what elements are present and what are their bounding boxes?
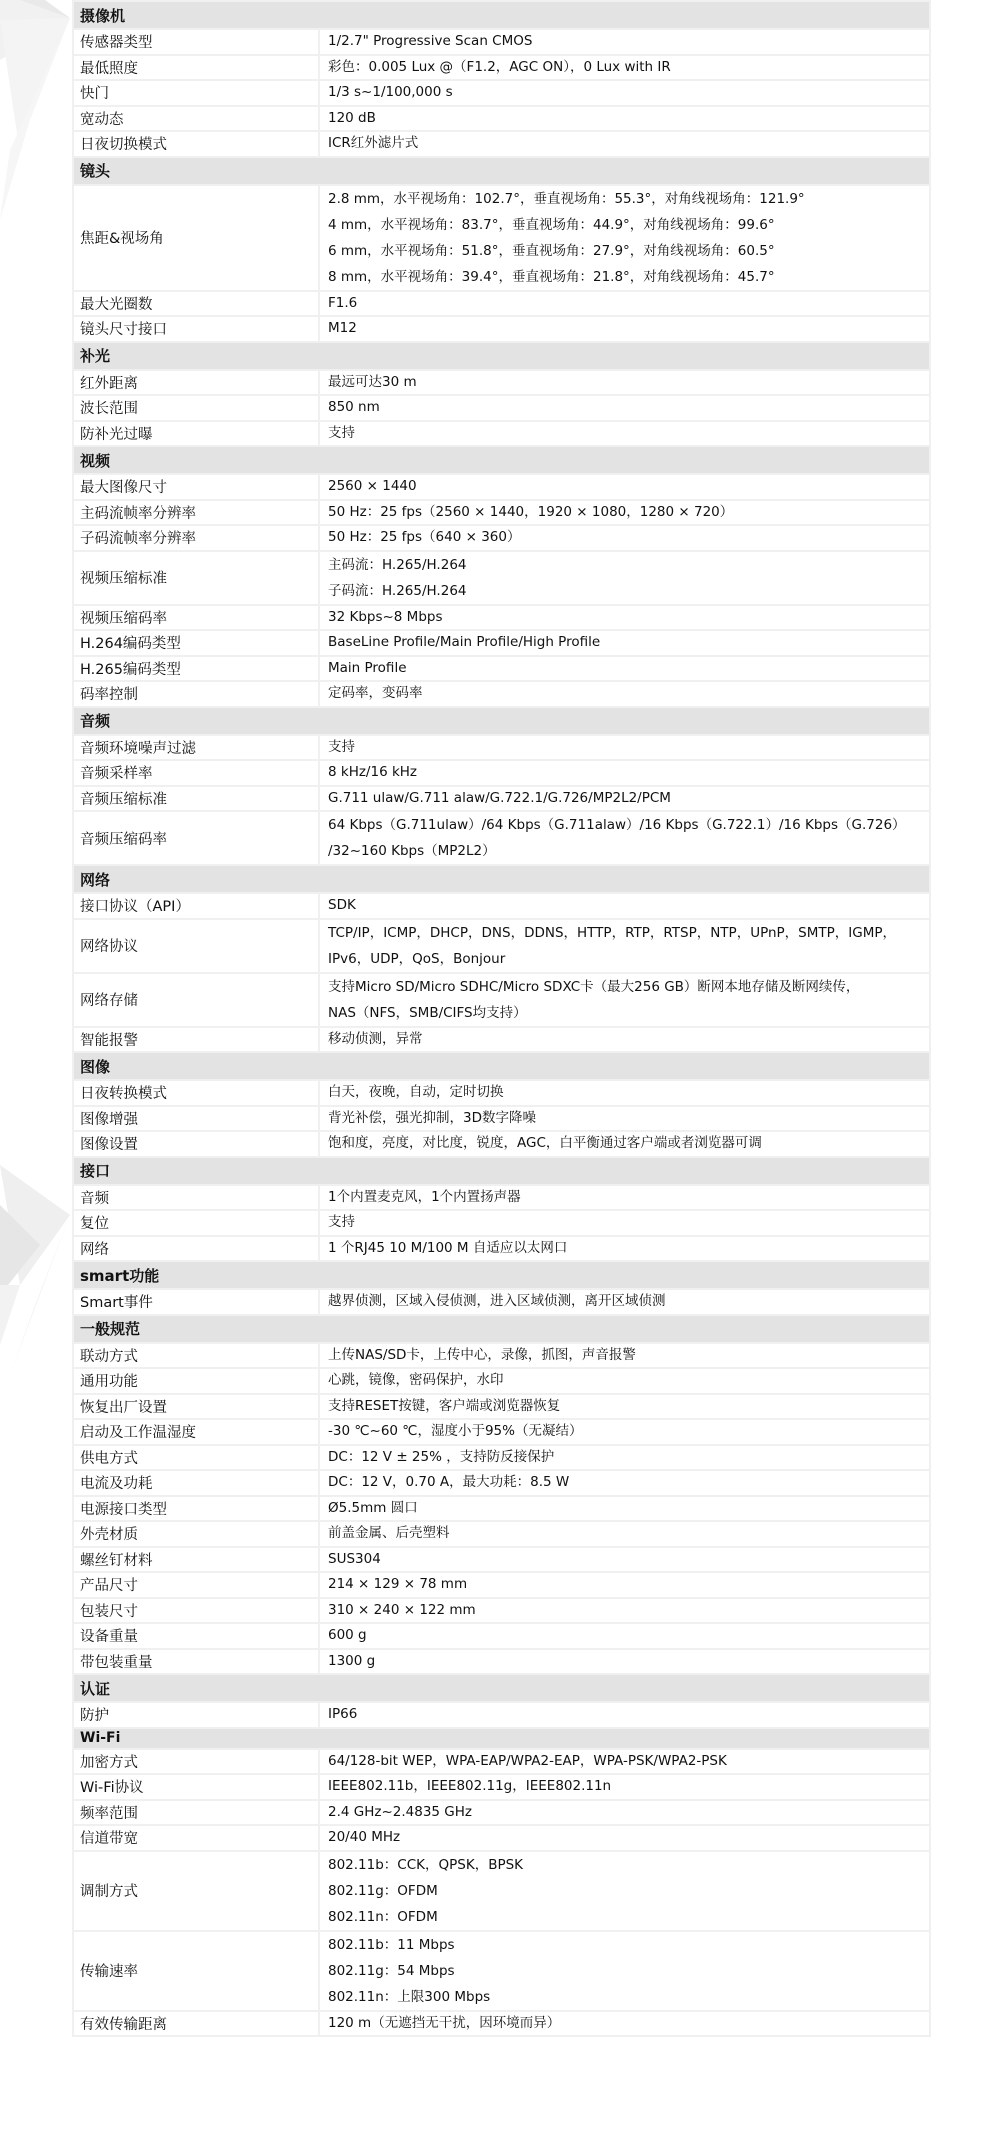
- section-header: [73, 1157, 930, 1185]
- table-row: [73, 1825, 930, 1851]
- spec-label: 信道带宽: [73, 1825, 319, 1851]
- table-row: [73, 1774, 930, 1800]
- table-row: [73, 1521, 930, 1547]
- spec-label: 音频采样率: [73, 760, 319, 786]
- table-row: [73, 1851, 930, 1931]
- spec-label: 网络协议: [73, 919, 319, 973]
- spec-value-line: 2.8 mm，水平视场角：102.7°，垂直视场角：55.3°，对角线视场角：121.9°: [328, 190, 805, 207]
- section-title: 图像: [73, 1052, 930, 1080]
- table-row: [73, 1185, 930, 1211]
- spec-label: 带包装重量: [73, 1649, 319, 1675]
- spec-value-line: 802.11g：54 Mbps: [328, 1962, 455, 1979]
- spec-value-line: 彩色：0.005 Lux @（F1.2，AGC ON），0 Lux with IR: [328, 58, 671, 75]
- spec-value-line: 20/40 MHz: [328, 1829, 401, 1846]
- spec-value-line: 1 个RJ45 10 M/100 M 自适应以太网口: [328, 1239, 568, 1256]
- spec-label: 供电方式: [73, 1445, 319, 1471]
- spec-value-line: 1/2.7" Progressive Scan CMOS: [328, 33, 533, 50]
- section-title: smart功能: [73, 1261, 930, 1289]
- spec-label: 最低照度: [73, 55, 319, 81]
- spec-value: [319, 185, 930, 291]
- spec-value: [319, 474, 930, 500]
- spec-value: [319, 1210, 930, 1236]
- table-row: [73, 1106, 930, 1132]
- spec-value: [319, 893, 930, 919]
- spec-value: [319, 2011, 930, 2037]
- spec-value-line: NAS（NFS，SMB/CIFS均支持）: [328, 1004, 527, 1021]
- spec-label: 防护: [73, 1702, 319, 1728]
- table-row: [73, 291, 930, 317]
- spec-label: 传输速率: [73, 1931, 319, 2011]
- spec-label: 图像设置: [73, 1131, 319, 1157]
- table-row: [73, 1749, 930, 1775]
- table-row: [73, 1419, 930, 1445]
- table-row: [73, 1572, 930, 1598]
- spec-label: 最大光圈数: [73, 291, 319, 317]
- spec-value-line: 支持: [328, 424, 355, 441]
- table-row: [73, 29, 930, 55]
- section-header: [73, 342, 930, 370]
- table-row: [73, 370, 930, 396]
- spec-value: [319, 1851, 930, 1931]
- spec-value-line: /32~160 Kbps（MP2L2）: [328, 843, 496, 859]
- spec-label: 传感器类型: [73, 29, 319, 55]
- spec-value: [319, 1825, 930, 1851]
- table-row: [73, 525, 930, 551]
- spec-value-line: M12: [328, 320, 357, 337]
- spec-value: [319, 1368, 930, 1394]
- spec-value: [319, 29, 930, 55]
- table-row: [73, 1931, 930, 2011]
- spec-value-line: 600 g: [328, 1627, 367, 1644]
- table-row: [73, 811, 930, 865]
- table-row: [73, 1236, 930, 1262]
- table-row: [73, 500, 930, 526]
- spec-value-line: 心跳，镜像，密码保护，水印: [328, 1372, 504, 1389]
- spec-value-line: 850 nm: [328, 399, 380, 416]
- spec-value-line: 上传NAS/SD卡，上传中心，录像，抓图，声音报警: [328, 1346, 636, 1363]
- spec-label: 音频: [73, 1185, 319, 1211]
- table-row: [73, 106, 930, 132]
- spec-label: 主码流帧率分辨率: [73, 500, 319, 526]
- spec-label: 恢复出厂设置: [73, 1394, 319, 1420]
- spec-value: [319, 656, 930, 682]
- spec-value-line: 定码率，变码率: [328, 685, 423, 702]
- spec-value-line: ICR红外滤片式: [328, 135, 419, 152]
- spec-value: [319, 1445, 930, 1471]
- spec-value-line: 1/3 s~1/100,000 s: [328, 84, 453, 101]
- spec-value-line: 802.11b：11 Mbps: [328, 1936, 455, 1953]
- table-row: [73, 1470, 930, 1496]
- table-row: [73, 973, 930, 1027]
- spec-table: [72, 0, 931, 2037]
- spec-label: 焦距&视场角: [73, 185, 319, 291]
- section-title: 接口: [73, 1157, 930, 1185]
- spec-value: [319, 395, 930, 421]
- spec-value-line: 8 mm，水平视场角：39.4°，垂直视场角：21.8°，对角线视场角：45.7°: [328, 268, 775, 285]
- spec-label: 频率范围: [73, 1800, 319, 1826]
- spec-label: 最大图像尺寸: [73, 474, 319, 500]
- spec-value-line: DC：12 V ± 25% ，支持防反接保护: [328, 1448, 555, 1465]
- spec-value: [319, 131, 930, 157]
- spec-value-line: 子码流：H.265/H.264: [328, 582, 467, 599]
- spec-label: 子码流帧率分辨率: [73, 525, 319, 551]
- section-header: [73, 1728, 930, 1749]
- section-title: 镜头: [73, 157, 930, 185]
- spec-value-line: 背光补偿，强光抑制，3D数字降噪: [328, 1109, 536, 1126]
- spec-value-line: Main Profile: [328, 659, 407, 676]
- table-row: [73, 551, 930, 605]
- table-row: [73, 681, 930, 707]
- spec-label: 图像增强: [73, 1106, 319, 1132]
- table-row: [73, 1649, 930, 1675]
- spec-value: [319, 1774, 930, 1800]
- spec-value-line: SUS304: [328, 1550, 381, 1567]
- spec-value: [319, 1800, 930, 1826]
- table-row: [73, 1598, 930, 1624]
- spec-label: 防补光过曝: [73, 421, 319, 447]
- spec-value: [319, 1106, 930, 1132]
- spec-value-line: F1.6: [328, 294, 358, 311]
- spec-value-line: 120 m（无遮挡无干扰，因环境而异）: [328, 2014, 561, 2031]
- spec-value: [319, 55, 930, 81]
- section-title: 音频: [73, 707, 930, 735]
- spec-value: [319, 1419, 930, 1445]
- spec-label: Smart事件: [73, 1289, 319, 1315]
- spec-value-line: 64 Kbps（G.711ulaw）/64 Kbps（G.711alaw）/16 Kbps（G.722.1）/16 Kbps（G.726）: [328, 817, 906, 833]
- spec-value: [319, 1623, 930, 1649]
- spec-value-line: 饱和度，亮度，对比度，锐度，AGC，白平衡通过客户端或者浏览器可调: [328, 1135, 762, 1152]
- spec-label: 音频压缩码率: [73, 811, 319, 865]
- table-row: [73, 1623, 930, 1649]
- spec-value-line: 802.11b：CCK，QPSK，BPSK: [328, 1856, 524, 1873]
- spec-value: [319, 605, 930, 631]
- spec-label: H.264编码类型: [73, 630, 319, 656]
- spec-value: [319, 1702, 930, 1728]
- spec-value: [319, 291, 930, 317]
- spec-value: [319, 811, 930, 865]
- spec-label: 设备重量: [73, 1623, 319, 1649]
- spec-value: [319, 973, 930, 1027]
- spec-value: [319, 760, 930, 786]
- spec-value: [319, 919, 930, 973]
- table-row: [73, 474, 930, 500]
- spec-value: [319, 1131, 930, 1157]
- spec-label: 音频环境噪声过滤: [73, 735, 319, 761]
- table-row: [73, 1547, 930, 1573]
- spec-label: 调制方式: [73, 1851, 319, 1931]
- spec-value: [319, 1649, 930, 1675]
- spec-label: 音频压缩标准: [73, 786, 319, 812]
- spec-value: [319, 421, 930, 447]
- section-header: [73, 707, 930, 735]
- table-row: [73, 735, 930, 761]
- spec-value: [319, 106, 930, 132]
- spec-label: H.265编码类型: [73, 656, 319, 682]
- table-row: [73, 1131, 930, 1157]
- spec-value-line: IP66: [328, 1706, 358, 1723]
- spec-label: 视频压缩标准: [73, 551, 319, 605]
- section-header: [73, 446, 930, 474]
- section-title: 补光: [73, 342, 930, 370]
- spec-value: [319, 1470, 930, 1496]
- section-title: 网络: [73, 865, 930, 893]
- spec-value-line: -30 ℃~60 ℃，湿度小于95%（无凝结）: [328, 1423, 583, 1440]
- spec-value-line: 32 Kbps~8 Mbps: [328, 608, 443, 625]
- spec-value: [319, 786, 930, 812]
- spec-label: 有效传输距离: [73, 2011, 319, 2037]
- spec-value-line: Ø5.5mm 圆口: [328, 1499, 418, 1516]
- spec-value-line: 310 × 240 × 122 mm: [328, 1601, 476, 1618]
- spec-value-line: 最远可达30 m: [328, 373, 417, 390]
- spec-value-line: 越界侦测，区域入侵侦测，进入区域侦测，离开区域侦测: [328, 1293, 666, 1310]
- spec-label: 视频压缩码率: [73, 605, 319, 631]
- spec-value: [319, 370, 930, 396]
- spec-value-line: 8 kHz/16 kHz: [328, 764, 418, 781]
- spec-value: [319, 1496, 930, 1522]
- spec-value-line: 白天，夜晚，自动，定时切换: [328, 1084, 504, 1101]
- section-title: 一般规范: [73, 1315, 930, 1343]
- table-row: [73, 760, 930, 786]
- spec-value-line: 64/128-bit WEP，WPA-EAP/WPA2-EAP，WPA-PSK/WPA2-PSK: [328, 1752, 727, 1769]
- spec-value: [319, 1521, 930, 1547]
- spec-label: 宽动态: [73, 106, 319, 132]
- spec-value-line: 支持Micro SD/Micro SDHC/Micro SDXC卡（最大256 GB）断网本地存储及断网续传，: [328, 978, 860, 995]
- spec-label: 日夜切换模式: [73, 131, 319, 157]
- spec-value-line: 主码流：H.265/H.264: [328, 556, 467, 573]
- table-row: [73, 630, 930, 656]
- section-header: [73, 157, 930, 185]
- spec-label: 复位: [73, 1210, 319, 1236]
- spec-value-line: 802.11g：OFDM: [328, 1882, 438, 1899]
- spec-label: 网络: [73, 1236, 319, 1262]
- table-row: [73, 1445, 930, 1471]
- spec-label: 产品尺寸: [73, 1572, 319, 1598]
- table-row: [73, 1702, 930, 1728]
- spec-label: 网络存储: [73, 973, 319, 1027]
- spec-value: [319, 630, 930, 656]
- spec-value-line: 802.11n：上限300 Mbps: [328, 1988, 491, 2005]
- spec-label: 螺丝钉材料: [73, 1547, 319, 1573]
- spec-value: [319, 525, 930, 551]
- section-header: [73, 1052, 930, 1080]
- spec-value: [319, 1394, 930, 1420]
- spec-label: 启动及工作温湿度: [73, 1419, 319, 1445]
- table-row: [73, 1289, 930, 1315]
- table-row: [73, 185, 930, 291]
- spec-value-line: IEEE802.11b，IEEE802.11g，IEEE802.11n: [328, 1778, 612, 1795]
- table-row: [73, 919, 930, 973]
- spec-value: [319, 1185, 930, 1211]
- spec-value-line: 6 mm，水平视场角：51.8°，垂直视场角：27.9°，对角线视场角：60.5°: [328, 242, 775, 259]
- spec-label: 码率控制: [73, 681, 319, 707]
- table-row: [73, 1394, 930, 1420]
- spec-value-line: 1300 g: [328, 1652, 376, 1669]
- spec-value: [319, 500, 930, 526]
- spec-value: [319, 316, 930, 342]
- table-row: [73, 395, 930, 421]
- decorative-polygon-top: [0, 0, 75, 230]
- spec-value-line: DC：12 V，0.70 A，最大功耗：8.5 W: [328, 1474, 570, 1491]
- table-row: [73, 421, 930, 447]
- spec-value-line: 前盖金属、后壳塑料: [328, 1525, 450, 1542]
- spec-value: [319, 1931, 930, 2011]
- spec-label: 接口协议（API）: [73, 893, 319, 919]
- spec-label: 包装尺寸: [73, 1598, 319, 1624]
- table-row: [73, 1027, 930, 1053]
- spec-value-line: 1个内置麦克风，1个内置扬声器: [328, 1188, 521, 1205]
- table-row: [73, 1210, 930, 1236]
- spec-value-line: 支持: [328, 1214, 355, 1231]
- table-row: [73, 131, 930, 157]
- section-header: [73, 1315, 930, 1343]
- spec-table-body: [73, 1, 930, 2036]
- spec-value: [319, 1236, 930, 1262]
- spec-value-line: 支持RESET按键，客户端或浏览器恢复: [328, 1397, 561, 1414]
- spec-label: 波长范围: [73, 395, 319, 421]
- spec-label: 加密方式: [73, 1749, 319, 1775]
- spec-label: 红外距离: [73, 370, 319, 396]
- section-header: [73, 1261, 930, 1289]
- section-title: 认证: [73, 1674, 930, 1702]
- spec-value-line: SDK: [328, 897, 356, 914]
- section-header: [73, 865, 930, 893]
- spec-label: 镜头尺寸接口: [73, 316, 319, 342]
- spec-label: 日夜转换模式: [73, 1080, 319, 1106]
- section-title: 视频: [73, 446, 930, 474]
- spec-value: [319, 1598, 930, 1624]
- table-row: [73, 1080, 930, 1106]
- table-row: [73, 1368, 930, 1394]
- spec-label: 电源接口类型: [73, 1496, 319, 1522]
- spec-label: 智能报警: [73, 1027, 319, 1053]
- spec-value: [319, 1080, 930, 1106]
- table-row: [73, 55, 930, 81]
- section-header: [73, 1674, 930, 1702]
- spec-label: 外壳材质: [73, 1521, 319, 1547]
- spec-label: 联动方式: [73, 1343, 319, 1369]
- spec-value-line: 214 × 129 × 78 mm: [328, 1576, 468, 1593]
- table-row: [73, 2011, 930, 2037]
- spec-value: [319, 1547, 930, 1573]
- table-row: [73, 1800, 930, 1826]
- spec-value-line: 4 mm，水平视场角：83.7°，垂直视场角：44.9°，对角线视场角：99.6°: [328, 216, 775, 233]
- spec-value: [319, 1289, 930, 1315]
- spec-value-line: BaseLine Profile/Main Profile/High Profile: [328, 634, 601, 651]
- spec-value-line: 50 Hz：25 fps（2560 × 1440，1920 × 1080，1280 × 720）: [328, 503, 734, 520]
- section-title: 摄像机: [73, 1, 930, 29]
- spec-label: 通用功能: [73, 1368, 319, 1394]
- spec-value-line: 2560 × 1440: [328, 478, 417, 495]
- spec-label: 电流及功耗: [73, 1470, 319, 1496]
- table-row: [73, 605, 930, 631]
- table-row: [73, 80, 930, 106]
- table-row: [73, 316, 930, 342]
- table-row: [73, 656, 930, 682]
- spec-value: [319, 1027, 930, 1053]
- spec-value-line: 2.4 GHz~2.4835 GHz: [328, 1803, 472, 1820]
- spec-value: [319, 551, 930, 605]
- spec-value: [319, 681, 930, 707]
- spec-value: [319, 1343, 930, 1369]
- spec-value-line: 50 Hz：25 fps（640 × 360）: [328, 529, 521, 546]
- spec-value-line: 120 dB: [328, 109, 376, 126]
- table-row: [73, 1496, 930, 1522]
- table-row: [73, 893, 930, 919]
- table-row: [73, 786, 930, 812]
- spec-value: [319, 1749, 930, 1775]
- section-title: Wi-Fi: [73, 1728, 930, 1749]
- spec-label: 快门: [73, 80, 319, 106]
- section-header: [73, 1, 930, 29]
- decorative-polygon-middle: [0, 1145, 75, 1385]
- spec-value-line: 支持: [328, 738, 355, 755]
- table-row: [73, 1343, 930, 1369]
- spec-value-line: 移动侦测，异常: [328, 1030, 423, 1047]
- spec-value-line: 802.11n：OFDM: [328, 1908, 438, 1925]
- spec-value-line: G.711 ulaw/G.711 alaw/G.722.1/G.726/MP2L2/PCM: [328, 789, 671, 806]
- spec-value: [319, 80, 930, 106]
- spec-value-line: TCP/IP，ICMP，DHCP，DNS，DDNS，HTTP，RTP，RTSP，NTP，UPnP，SMTP，IGMP，: [328, 924, 897, 941]
- spec-value: [319, 735, 930, 761]
- spec-value-line: IPv6，UDP，QoS，Bonjour: [328, 950, 506, 967]
- spec-value: [319, 1572, 930, 1598]
- spec-label: Wi-Fi协议: [73, 1774, 319, 1800]
